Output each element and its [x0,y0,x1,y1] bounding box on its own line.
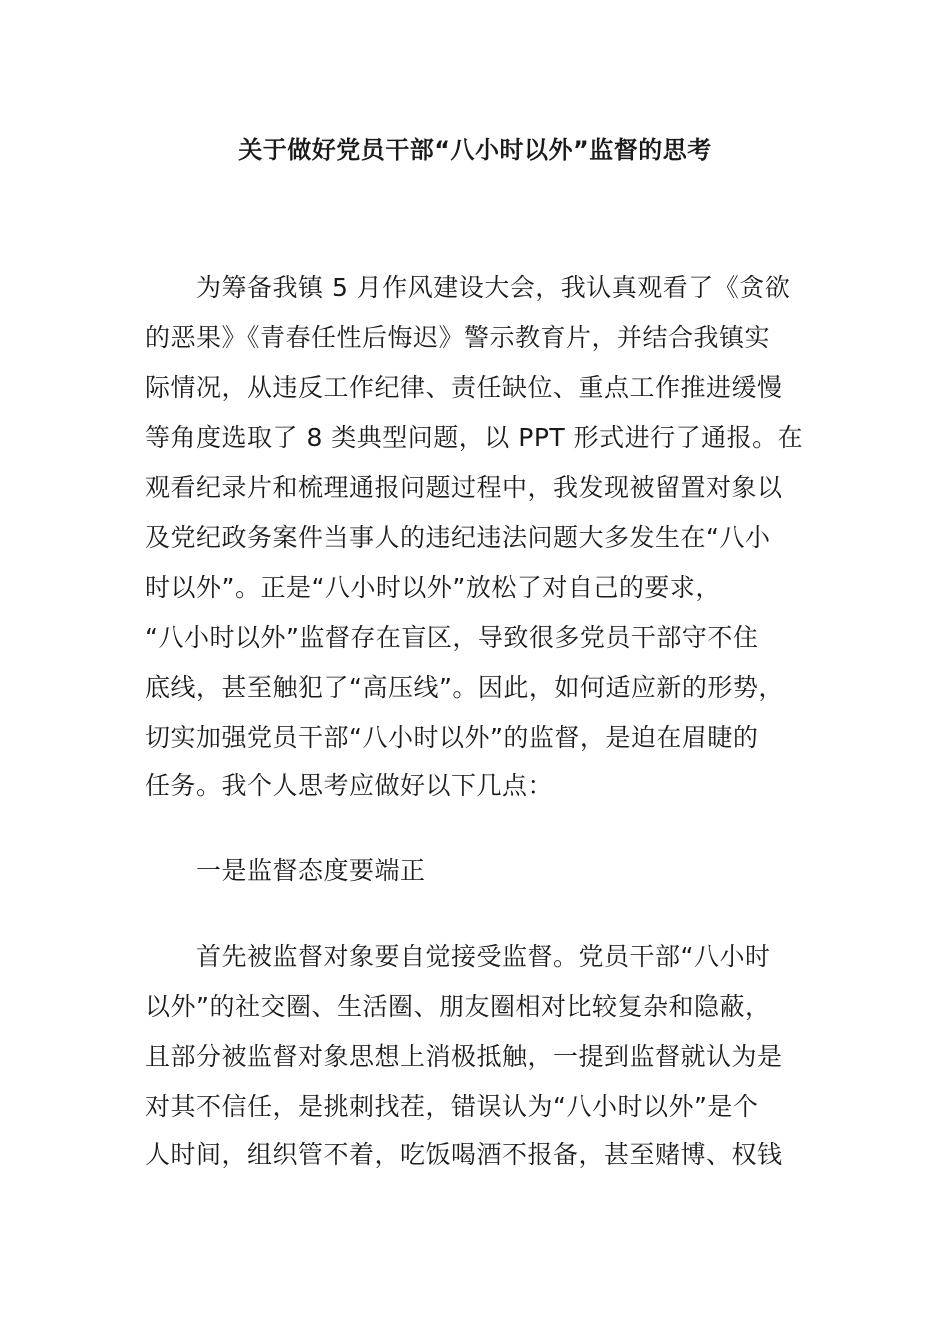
document-title: 关于做好党员干部“八小时以外”监督的思考 [238,136,712,164]
paragraph-1-line: 切实加强党员干部“八小时以外”的监督，是迫在眉睫的 [145,723,759,752]
paragraph-2-line: 以外”的社交圈、生活圈、朋友圈相对比较复杂和隐蔽， [145,992,771,1021]
paragraph-2-line: 对其不信任，是挑刺找茬，错误认为“八小时以外”是个 [145,1092,759,1121]
paragraph-1-line: 等角度选取了 8 类典型问题，以 PPT 形式进行了通报。在 [145,423,804,452]
section-heading: 一是监督态度要端正 [196,856,426,885]
paragraph-1-line: 为筹备我镇 5 月作风建设大会，我认真观看了《贪欲 [196,273,791,302]
paragraph-1-line: 际情况，从违反工作纪律、责任缺位、重点工作推进缓慢 [145,373,783,402]
paragraph-2-line: 人时间，组织管不着，吃饭喝酒不报备，甚至赌博、权钱 [145,1140,783,1169]
paragraph-1-line: 及党纪政务案件当事人的违纪违法问题大多发生在“八小 [145,523,771,552]
paragraph-2-line: 且部分被监督对象思想上消极抵触，一提到监督就认为是 [145,1042,783,1071]
paragraph-1-line: “八小时以外”监督存在盲区，导致很多党员干部守不住 [145,623,759,652]
paragraph-1-line: 底线，甚至触犯了“高压线”。因此，如何适应新的形势， [145,673,784,702]
paragraph-1-line: 时以外”。正是“八小时以外”放松了对自己的要求， [145,573,721,602]
paragraph-1-line: 任务。我个人思考应做好以下几点： [145,771,554,800]
paragraph-1-line: 的恶果》《青春任性后悔迟》警示教育片，并结合我镇实 [145,323,771,352]
paragraph-2-line: 首先被监督对象要自觉接受监督。党员干部“八小时 [196,942,771,971]
paragraph-1-line: 观看纪录片和梳理通报问题过程中，我发现被留置对象以 [145,473,783,502]
